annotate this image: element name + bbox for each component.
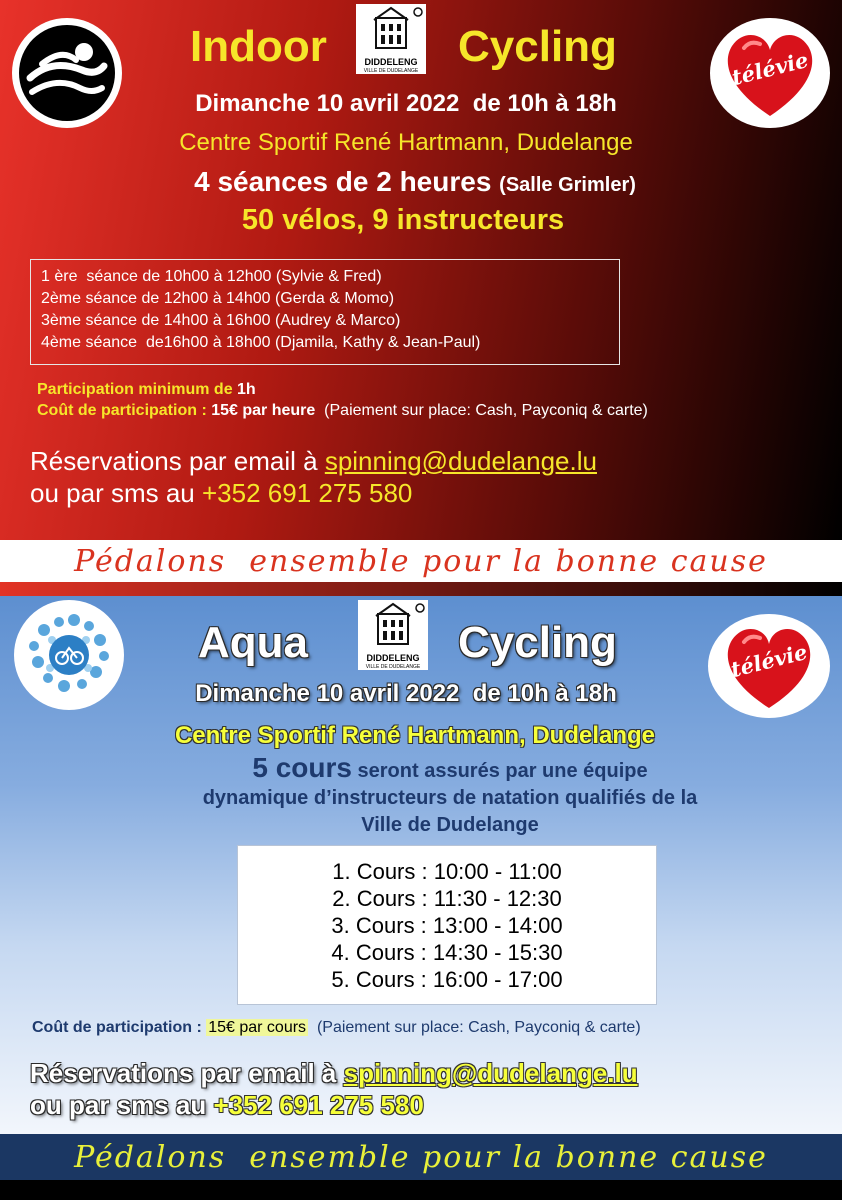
city-logo-sub: VILLE DE DUDELANGE — [363, 68, 419, 74]
dudelange-city-logo — [358, 600, 428, 670]
aqua-title-right: Cycling — [458, 618, 617, 667]
televie-label: télévie — [729, 46, 811, 91]
indoor-payment: (Paiement sur place: Cash, Payconiq & carte) — [324, 402, 648, 419]
indoor-schedule-box — [30, 259, 620, 365]
indoor-phone: +352 691 275 580 — [201, 478, 413, 508]
indoor-schedule-row: 2ème séance de 12h00 à 14h00 (Gerda & Momo) — [41, 290, 395, 307]
aqua-email-link[interactable]: spinning@dudelange.lu — [343, 1058, 638, 1088]
aqua-phone: +352 691 275 580 — [213, 1090, 424, 1120]
aqua-cost-label: Coût de participation : — [32, 1019, 207, 1036]
indoor-min-label: Participation minimum de — [37, 381, 238, 398]
aqua-reservation-prefix: Réservations par email à — [30, 1058, 344, 1088]
aqua-schedule-row: 1. Cours : 10:00 - 11:00 — [332, 859, 562, 884]
aqua-venue: Centre Sportif René Hartmann, Dudelange — [174, 722, 656, 749]
indoor-min-participation — [37, 381, 256, 399]
indoor-slogan-banner — [0, 540, 842, 582]
aqua-schedule-row: 5. Cours : 16:00 - 17:00 — [331, 967, 563, 992]
indoor-schedule-row: 3ème séance de 14h00 à 16h00 (Audrey & Marco) — [41, 312, 401, 329]
indoor-title-right: Cycling — [458, 22, 617, 71]
city-logo-sub: VILLE DE DUDELANGE — [365, 664, 421, 670]
indoor-sessions-room: (Salle Grimler) — [499, 174, 636, 196]
indoor-reservation-prefix: Réservations par email à — [30, 446, 325, 476]
indoor-title-left: Indoor — [190, 22, 327, 71]
aqua-slogan-banner — [0, 1134, 842, 1180]
bottom-strip — [0, 1180, 842, 1200]
indoor-cycling-section — [0, 0, 842, 540]
indoor-sessions — [0, 166, 830, 198]
aqua-schedule-row: 3. Cours : 13:00 - 14:00 — [331, 913, 563, 938]
indoor-cost-label: Coût de participation : — [37, 402, 212, 419]
dudelange-city-logo — [356, 4, 426, 74]
aqua-schedule-row: 2. Cours : 11:30 - 12:30 — [332, 886, 562, 911]
indoor-email-link[interactable]: spinning@dudelange.lu — [324, 446, 597, 476]
aqua-courses-rest: seront assurés par une équipe — [351, 760, 648, 782]
indoor-date: Dimanche 10 avril 2022 de 10h à 18h — [195, 90, 617, 117]
aqua-cost — [32, 1019, 641, 1037]
aqua-slogan: Pédalons ensemble pour la bonne cause — [74, 1139, 768, 1175]
indoor-min-value: 1h — [237, 381, 256, 398]
aqua-reservation — [30, 1057, 638, 1121]
televie-label: télévie — [728, 638, 810, 683]
aqua-date: Dimanche 10 avril 2022 de 10h à 18h — [195, 680, 617, 707]
indoor-sms-prefix: ou par sms au — [30, 478, 202, 508]
aqua-courses-line3: Ville de Dudelange — [361, 814, 539, 836]
aqua-cost-value: 15€ par cours — [208, 1019, 307, 1036]
aqua-courses-line2: dynamique d’instructeurs de natation qualifiés de la — [202, 787, 698, 809]
indoor-reservation — [30, 445, 597, 509]
indoor-slogan: Pédalons ensemble pour la bonne cause — [74, 543, 768, 579]
aqua-schedule-row: 4. Cours : 14:30 - 15:30 — [331, 940, 563, 965]
indoor-bikes: 50 vélos, 9 instructeurs — [241, 204, 565, 236]
indoor-cost-value: 15€ par heure — [211, 402, 316, 419]
aqua-courses-description — [0, 754, 842, 839]
indoor-venue: Centre Sportif René Hartmann, Dudelange — [179, 129, 633, 156]
section-divider — [0, 582, 842, 596]
indoor-schedule-row: 1 ère séance de 10h00 à 12h00 (Sylvie & Fred) — [41, 268, 382, 285]
town-hall-icon — [358, 600, 428, 648]
indoor-sessions-main: 4 séances de 2 heures — [194, 166, 492, 197]
indoor-cost — [37, 402, 648, 420]
aqua-payment: (Paiement sur place: Cash, Payconiq & carte) — [316, 1019, 641, 1036]
city-logo-name: DIDDELENG — [366, 653, 420, 663]
city-logo-name: DIDDELENG — [364, 57, 418, 67]
aqua-courses-count: 5 cours — [252, 752, 352, 783]
aqua-sms-prefix: ou par sms au — [30, 1090, 214, 1120]
indoor-schedule-row: 4ème séance de16h00 à 18h00 (Djamila, Kathy & Jean-Paul) — [41, 334, 481, 351]
aqua-schedule-box — [237, 845, 657, 1005]
aqua-title-left: Aqua — [198, 618, 308, 667]
town-hall-icon — [356, 4, 426, 52]
